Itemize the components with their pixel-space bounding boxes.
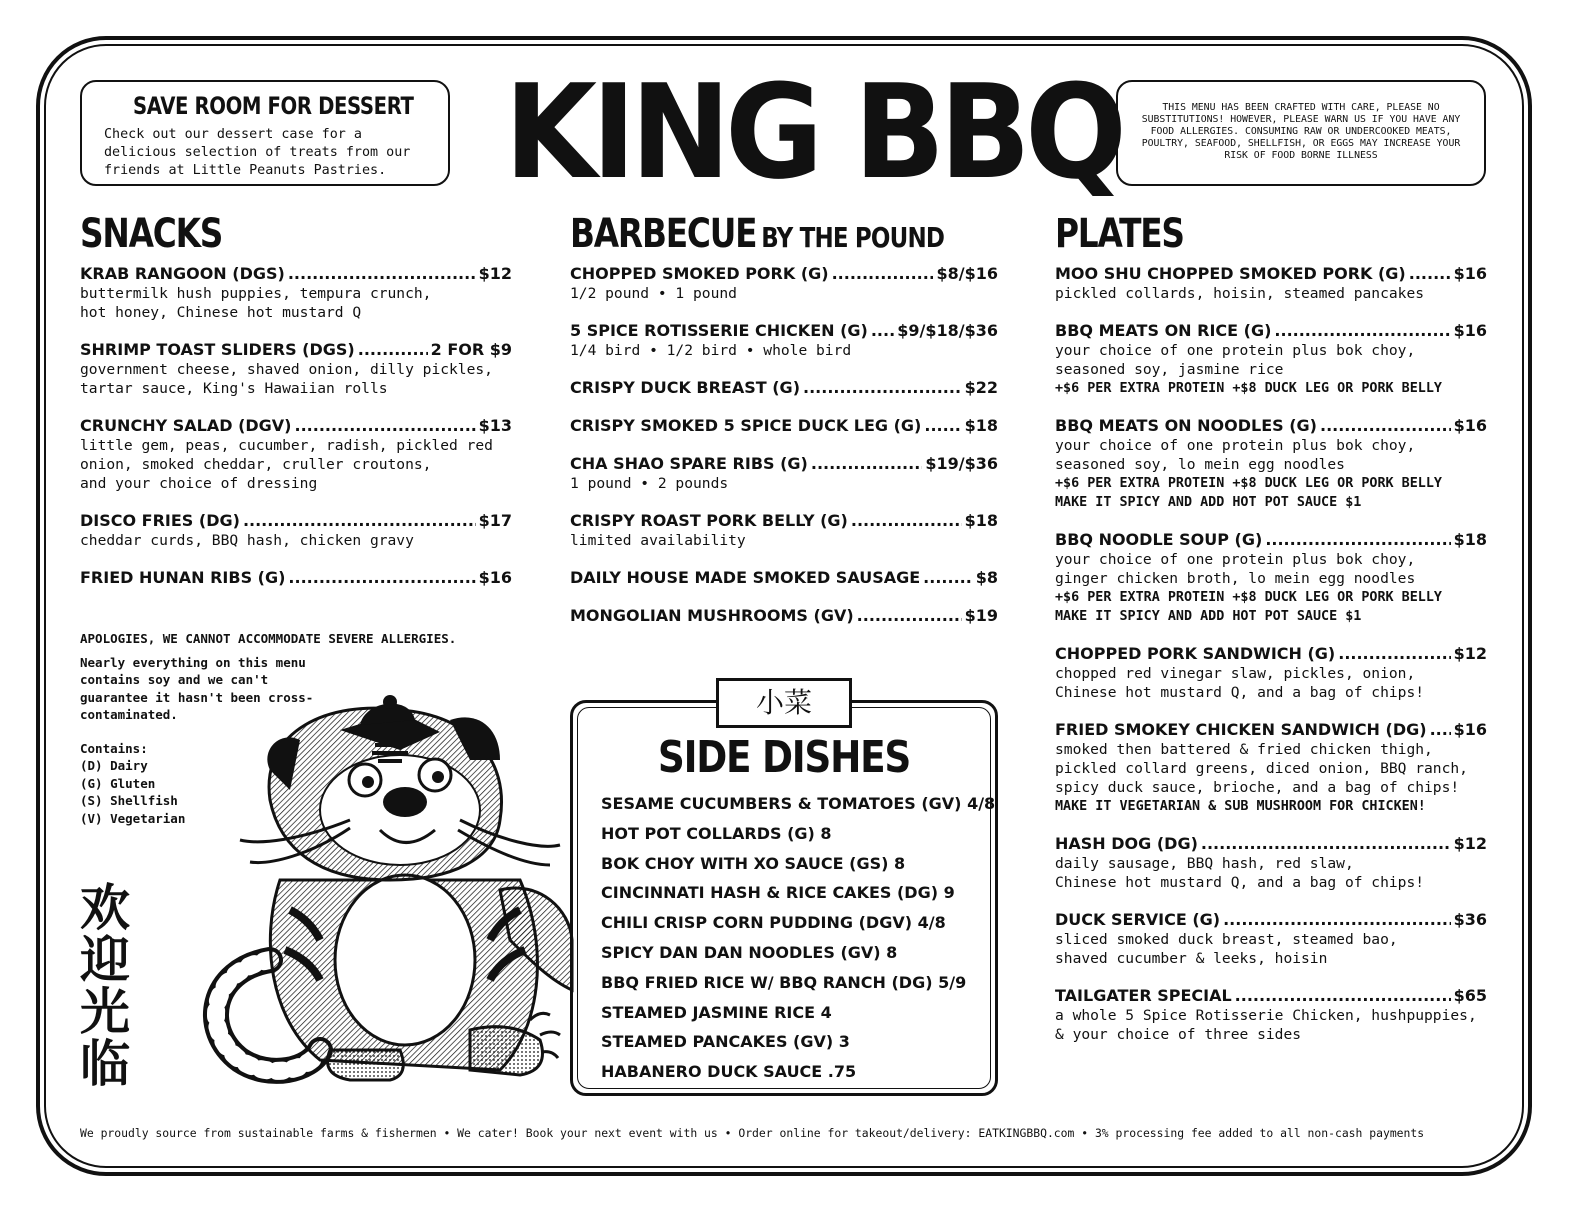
menu-item-description: Chinese hot mustard Q, and a bag of chips!: [1055, 684, 1425, 701]
menu-item: [570, 416, 998, 436]
menu-item-price: $9/$18/$36: [897, 321, 998, 340]
side-dish-item: HOT POT COLLARDS (G) 8: [601, 823, 832, 843]
menu-item-description: pickled collard greens, diced onion, BBQ ranch,: [1055, 760, 1468, 777]
leader-dots: [1223, 910, 1451, 930]
menu-item-price: $12: [1453, 834, 1487, 853]
menu-item: [570, 321, 998, 360]
menu-item-line: [80, 340, 512, 360]
menu-item-name: MONGOLIAN MUSHROOMS (GV): [570, 606, 854, 625]
menu-item-name: CRISPY DUCK BREAST (G): [570, 378, 800, 397]
snacks-list: [80, 264, 512, 606]
menu-item-addon: +$6 PER EXTRA PROTEIN +$8 DUCK LEG OR PORK BELLY: [1055, 476, 1442, 491]
menu-item-name: CHOPPED PORK SANDWICH (G): [1055, 644, 1336, 663]
menu-item: [1055, 530, 1487, 626]
menu-item-line: [1055, 416, 1487, 436]
menu-item-description: your choice of one protein plus bok choy,: [1055, 551, 1416, 568]
menu-item: [1055, 910, 1487, 968]
menu-item-description: pickled collards, hoisin, steamed pancakes: [1055, 285, 1425, 302]
menu-item-description: ginger chicken broth, lo mein egg noodles: [1055, 570, 1416, 587]
menu-item: [1055, 264, 1487, 303]
menu-item-price: $8/$16: [936, 264, 998, 283]
menu-item-price: $12: [1453, 644, 1487, 663]
menu-item: [80, 416, 512, 493]
menu-item-name: DUCK SERVICE (G): [1055, 910, 1221, 929]
menu-item-line: [80, 511, 512, 531]
menu-item-description: your choice of one protein plus bok choy,: [1055, 437, 1416, 454]
menu-item: [1055, 720, 1487, 816]
menu-item-price: $19/$36: [925, 454, 998, 473]
menu-item-price: $16: [1453, 720, 1487, 739]
leader-dots: [924, 416, 961, 436]
menu-item-description: daily sausage, BBQ hash, red slaw,: [1055, 855, 1354, 872]
menu-item: [570, 568, 998, 588]
leader-dots: [358, 340, 428, 360]
menu-item-line: [1055, 644, 1487, 664]
menu-item: [80, 264, 512, 322]
brand-logo: KING BBQ: [504, 56, 1122, 208]
menu-item-addon: MAKE IT SPICY AND ADD HOT POT SAUCE $1: [1055, 495, 1362, 510]
menu-item-line: [570, 378, 998, 398]
menu-item-description: your choice of one protein plus bok choy,: [1055, 342, 1416, 359]
menu-item-price: $18: [964, 416, 998, 435]
menu-item-line: [1055, 986, 1487, 1006]
menu-item-name: BBQ MEATS ON NOODLES (G): [1055, 416, 1317, 435]
menu-item-price: $22: [964, 378, 998, 397]
dessert-text: Check out our dessert case for a delicious selection of treats from our friends at Little Peanuts Pastries.: [104, 127, 411, 178]
side-dish-item: SPICY DAN DAN NOODLES (GV) 8: [601, 942, 898, 962]
menu-item-line: [1055, 910, 1487, 930]
menu-item: [80, 511, 512, 550]
menu-item-description: 1/2 pound • 1 pound: [570, 285, 737, 302]
menu-item-price: $65: [1453, 986, 1487, 1005]
menu-item-price: $16: [1453, 321, 1487, 340]
leader-dots: [243, 511, 476, 531]
leader-dots: [851, 511, 962, 531]
menu-item-line: [570, 321, 998, 341]
leader-dots: [288, 568, 475, 588]
side-dish-item: CHILI CRISP CORN PUDDING (DGV) 4/8: [601, 913, 946, 933]
menu-item-line: [570, 416, 998, 436]
leader-dots: [1409, 264, 1451, 284]
menu-item-line: [570, 454, 998, 474]
menu-item-addon: MAKE IT SPICY AND ADD HOT POT SAUCE $1: [1055, 609, 1362, 624]
side-dish-item: STEAMED PANCAKES (GV) 3: [601, 1032, 850, 1052]
menu-item: [570, 378, 998, 398]
menu-item-name: DISCO FRIES (DG): [80, 511, 240, 530]
barbecue-heading-sub: BY THE POUND: [761, 221, 945, 254]
menu-item-description: 1 pound • 2 pounds: [570, 475, 729, 492]
menu-item-name: FRIED HUNAN RIBS (G): [80, 568, 286, 587]
welcome-char: 光: [80, 983, 130, 1041]
leader-dots: [288, 264, 476, 284]
menu-item-description: hot honey, Chinese hot mustard Q: [80, 304, 362, 321]
menu-item-line: [1055, 834, 1487, 854]
menu-item-name: BBQ MEATS ON RICE (G): [1055, 321, 1272, 340]
side-dish-item: CINCINNATI HASH & RICE CAKES (DG) 9: [601, 883, 955, 903]
menu-item-description: shaved cucumber & leeks, hoisin: [1055, 950, 1328, 967]
leader-dots: [832, 264, 934, 284]
menu-item-name: TAILGATER SPECIAL: [1055, 986, 1232, 1005]
allergy-warning-text: THIS MENU HAS BEEN CRAFTED WITH CARE, PLEASE NO SUBSTITUTIONS! HOWEVER, PLEASE WARN US IF YOU HAVE ANY FOOD ALLERGIES. CONSUMING RAW OR UNDERCOOKED MEATS, POULTRY, SEAFOOD, SHELLFISH, OR EGGS MAY INCREASE YOUR RISK OF FOOD BORNE ILLNESS: [1141, 102, 1461, 161]
menu-item-name: CHA SHAO SPARE RIBS (G): [570, 454, 808, 473]
menu-item-description: tartar sauce, King's Hawaiian rolls: [80, 380, 388, 397]
plates-list: [1055, 264, 1487, 1062]
side-dish-item: SESAME CUCUMBERS & TOMATOES (GV) 4/8: [601, 794, 996, 813]
menu-item: [1055, 416, 1487, 512]
menu-item-name: SHRIMP TOAST SLIDERS (DGS): [80, 340, 355, 359]
leader-dots: [1201, 834, 1451, 854]
menu-item-description: cheddar curds, BBQ hash, chicken gravy: [80, 532, 414, 549]
dessert-title: SAVE ROOM FOR DESSERT: [132, 92, 414, 120]
menu-item-price: $8: [975, 568, 998, 587]
dessert-notice-box: [80, 80, 450, 186]
allergy-info-body: Nearly everything on this menu contains soy and we can't guarantee it hasn't been cross-contaminated.: [80, 654, 314, 722]
leader-dots: [1235, 986, 1451, 1006]
leader-dots: [871, 321, 894, 341]
menu-item-addon: +$6 PER EXTRA PROTEIN +$8 DUCK LEG OR PORK BELLY: [1055, 590, 1442, 605]
side-dishes-tag: 小菜: [716, 678, 852, 728]
menu-item-description: sliced smoked duck breast, steamed bao,: [1055, 931, 1398, 948]
allergen-key-dairy: (D) Dairy: [80, 758, 148, 773]
side-dish-item: BOK CHOY WITH XO SAUCE (GS) 8: [601, 853, 906, 873]
allergy-info-title: APOLOGIES, WE CANNOT ACCOMMODATE SEVERE ALLERGIES.: [80, 631, 457, 646]
menu-item-description: limited availability: [570, 532, 746, 549]
menu-item-name: CRUNCHY SALAD (DGV): [80, 416, 292, 435]
barbecue-heading-main: BARBECUE: [570, 211, 757, 257]
welcome-char: 迎: [80, 931, 130, 989]
menu-item-line: [80, 264, 512, 284]
leader-dots: [857, 606, 962, 626]
barbecue-list: [570, 264, 998, 644]
menu-item-price: $16: [1453, 416, 1487, 435]
menu-item-price: $12: [478, 264, 512, 283]
menu-item-description: little gem, peas, cucumber, radish, pickled red: [80, 437, 493, 454]
contains-label: Contains:: [80, 740, 148, 756]
welcome-characters: [78, 879, 132, 1093]
menu-item-description: seasoned soy, lo mein egg noodles: [1055, 456, 1345, 473]
menu-item-line: [570, 606, 998, 626]
side-dish-item: HABANERO DUCK SAUCE .75: [601, 1062, 857, 1082]
leader-dots: [1274, 321, 1450, 341]
menu-item-line: [1055, 720, 1487, 740]
menu-item: [570, 264, 998, 303]
menu-item-price: $17: [478, 511, 512, 530]
leader-dots: [811, 454, 923, 474]
welcome-char: 临: [80, 1035, 130, 1093]
menu-item-price: 2 FOR $9: [430, 340, 512, 359]
menu-item-description: onion, smoked cheddar, cruller croutons,: [80, 456, 432, 473]
leader-dots: [1338, 644, 1450, 664]
leader-dots: [1430, 720, 1451, 740]
leader-dots: [1265, 530, 1450, 550]
side-dish-item: BBQ FRIED RICE W/ BBQ RANCH (DG) 5/9: [601, 972, 967, 992]
leader-dots: [295, 416, 476, 436]
allergen-key-shellfish: (S) Shellfish: [80, 793, 178, 808]
menu-item-price: $18: [964, 511, 998, 530]
menu-item-line: [80, 568, 512, 588]
footer-text: We proudly source from sustainable farms & fishermen • We cater! Book your next event with us • Order online for takeout/delivery: EATKINGBBQ.com • 3% processing fee added to all non-cash payments: [80, 1126, 1425, 1140]
leader-dots: [923, 568, 973, 588]
menu-item: [1055, 986, 1487, 1044]
welcome-char: 欢: [80, 879, 130, 937]
menu-item-price: $16: [478, 568, 512, 587]
menu-item-description: & your choice of three sides: [1055, 1026, 1302, 1043]
menu-item: [570, 454, 998, 493]
allergy-warning-box: [1116, 80, 1486, 186]
menu-item-line: [570, 264, 998, 284]
menu-item-line: [1055, 321, 1487, 341]
menu-item-name: FRIED SMOKEY CHICKEN SANDWICH (DG): [1055, 720, 1427, 739]
side-dishes-heading: SIDE DISHES: [657, 732, 911, 783]
snacks-heading: SNACKS: [80, 211, 223, 257]
menu-item-price: $36: [1453, 910, 1487, 929]
menu-item-name: 5 SPICE ROTISSERIE CHICKEN (G): [570, 321, 868, 340]
menu-item-name: KRAB RANGOON (DGS): [80, 264, 285, 283]
menu-item-price: $18: [1453, 530, 1487, 549]
menu-item-name: CHOPPED SMOKED PORK (G): [570, 264, 829, 283]
menu-item-description: spicy duck sauce, brioche, and a bag of chips!: [1055, 779, 1460, 796]
menu-item-name: DAILY HOUSE MADE SMOKED SAUSAGE: [570, 568, 921, 587]
menu-item-price: $16: [1453, 264, 1487, 283]
menu-item-line: [1055, 264, 1487, 284]
menu-item-description: a whole 5 Spice Rotisserie Chicken, hushpuppies,: [1055, 1007, 1477, 1024]
menu-item-name: BBQ NOODLE SOUP (G): [1055, 530, 1263, 549]
menu-item: [80, 340, 512, 398]
menu-item-name: CRISPY ROAST PORK BELLY (G): [570, 511, 848, 530]
menu-item-line: [570, 511, 998, 531]
menu-item: [1055, 321, 1487, 398]
menu-item: [570, 606, 998, 626]
tiger-mascot-illustration: [200, 690, 580, 1090]
leader-dots: [1320, 416, 1451, 436]
menu-item-description: chopped red vinegar slaw, pickles, onion,: [1055, 665, 1416, 682]
menu-item: [570, 511, 998, 550]
menu-item-name: MOO SHU CHOPPED SMOKED PORK (G): [1055, 264, 1406, 283]
side-dishes-list: [601, 789, 996, 1087]
menu-item-description: 1/4 bird • 1/2 bird • whole bird: [570, 342, 852, 359]
barbecue-heading: [570, 212, 944, 260]
allergen-key-vegetarian: (V) Vegetarian: [80, 810, 186, 826]
menu-item-line: [80, 416, 512, 436]
menu-item-addon: MAKE IT VEGETARIAN & SUB MUSHROOM FOR CHICKEN!: [1055, 799, 1426, 814]
menu-item-line: [1055, 530, 1487, 550]
menu-item-description: government cheese, shaved onion, dilly pickles,: [80, 361, 493, 378]
menu-item-description: Chinese hot mustard Q, and a bag of chips!: [1055, 874, 1425, 891]
menu-item-addon: +$6 PER EXTRA PROTEIN +$8 DUCK LEG OR PORK BELLY: [1055, 381, 1442, 396]
menu-item-description: seasoned soy, jasmine rice: [1055, 361, 1284, 378]
menu-item-price: $19: [964, 606, 998, 625]
allergen-key-gluten: (G) Gluten: [80, 775, 156, 791]
leader-dots: [803, 378, 962, 398]
menu-item-description: buttermilk hush puppies, tempura crunch,: [80, 285, 432, 302]
menu-item: [1055, 644, 1487, 702]
menu-item-name: HASH DOG (DG): [1055, 834, 1198, 853]
menu-item: [80, 568, 512, 588]
menu-item: [1055, 834, 1487, 892]
side-dish-item: STEAMED JASMINE RICE 4: [601, 1002, 832, 1022]
menu-item-price: $13: [478, 416, 512, 435]
plates-heading: PLATES: [1055, 211, 1184, 257]
menu-item-description: smoked then battered & fried chicken thigh,: [1055, 741, 1433, 758]
menu-item-line: [570, 568, 998, 588]
menu-item-description: and your choice of dressing: [80, 475, 318, 492]
menu-item-name: CRISPY SMOKED 5 SPICE DUCK LEG (G): [570, 416, 922, 435]
